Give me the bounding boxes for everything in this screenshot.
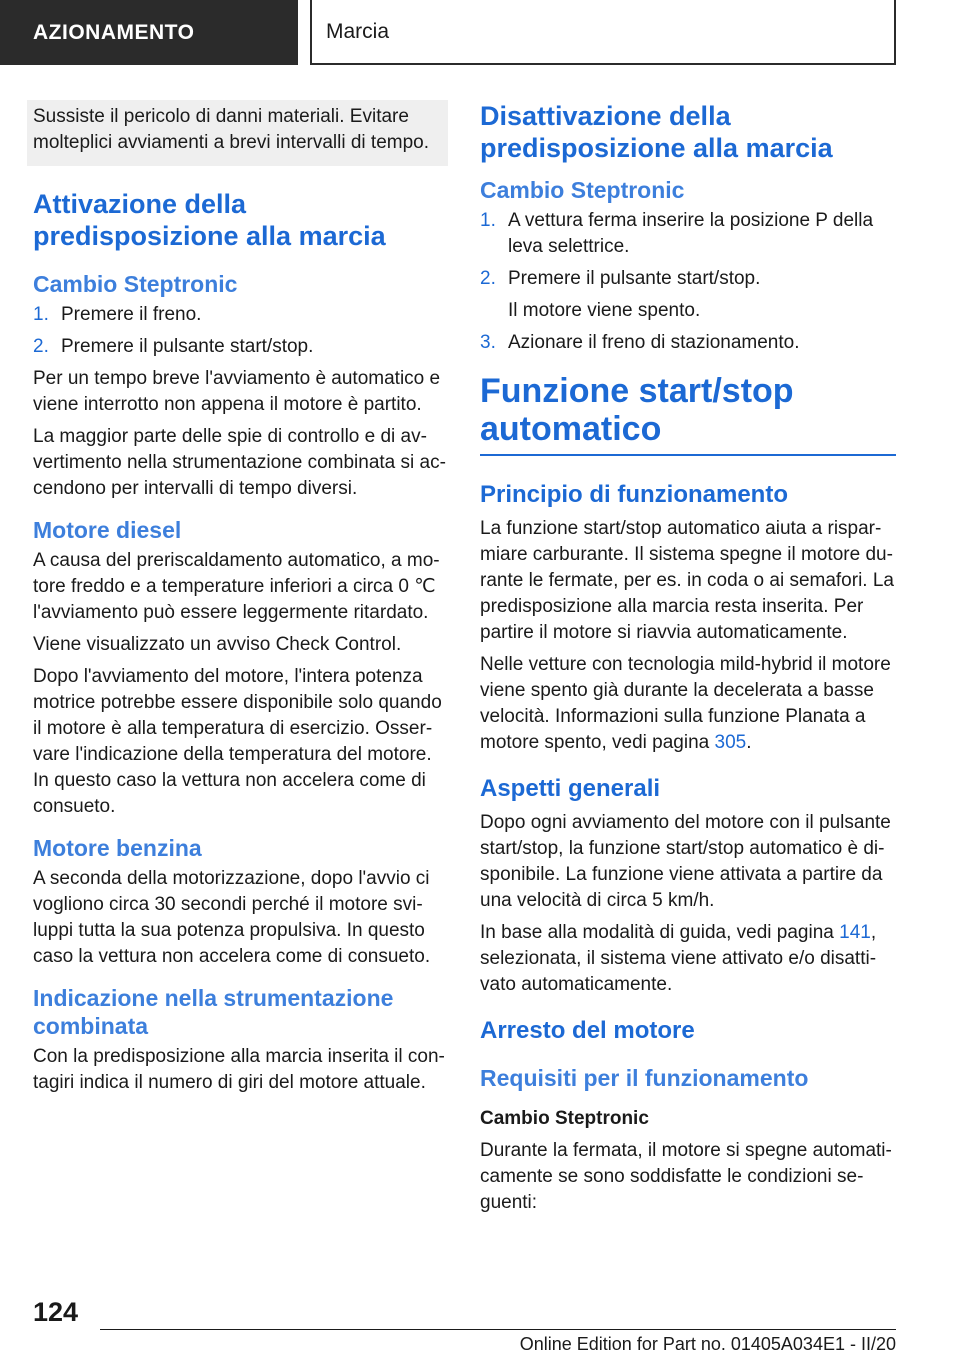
left-column: [33, 100, 448, 1102]
paragraph: La maggior parte delle spie di controllo e di avvertimento nella strumentazione combinata si accendono per intervalli di tempo diversi.: [33, 426, 446, 499]
paragraph-text: .: [746, 732, 752, 753]
heading-steptronic: Cambio Steptronic: [480, 177, 685, 203]
paragraph: A seconda della motorizzazione, dopo l'avvio ci vogliono circa 30 secondi perché il motore sviluppi tutta la sua potenza propulsiva. In questo caso la vettura non accelera come di consueto.: [33, 868, 431, 967]
heading-requisiti: Requisiti per il funzionamento: [480, 1065, 809, 1091]
paragraph: Dopo l'avviamento del motore, l'intera potenza motrice potrebbe essere disponibile solo quando il motore è alla temperatura di esercizio. Osservare l'indicazione della temperatura del motore. In questo caso la vettura non accelera come di consueto.: [33, 666, 442, 817]
warning-box: Sussiste il pericolo di danni materiali. Evitare molteplici avviamenti a brevi intervalli di tempo.: [27, 100, 448, 166]
heading-principio: Principio di funzionamento: [480, 481, 788, 508]
chapter-title: Marcia: [326, 19, 390, 43]
step-number: 1.: [480, 210, 496, 231]
section-title: AZIONAMENTO: [33, 20, 195, 44]
step-number: 3.: [480, 332, 496, 353]
paragraph: A causa del preriscaldamento automatico, a motore freddo e a temperature inferiori a circa 0 ℃ l'avviamento può essere leggermente ritardato.: [33, 550, 440, 623]
heading-aspetti: Aspetti generali: [480, 775, 661, 802]
footer-edition: Online Edition for Part no. 01405A034E1 - II/20: [519, 1334, 896, 1354]
paragraph-text: In base alla modalità di guida, vedi pagina: [480, 922, 840, 943]
step-text: Premere il freno.: [61, 304, 202, 325]
paragraph-text: , selezionata, il sistema viene attivato e/o disattivato automaticamente.: [480, 922, 877, 995]
paragraph: Con la predisposizione alla marcia inserita il contagiri indica il numero di giri del motore attuale.: [33, 1046, 445, 1093]
step-text: A vettura ferma inserire la posizione P della leva selettrice.: [508, 210, 874, 257]
list-item: [480, 266, 896, 324]
paragraph: La funzione start/stop automatico aiuta a risparmiare carburante. Il sistema spegne il motore durante le fermate, per es. in coda o ai semafori. La predisposizione alla marcia resta inserita. Per partire il motore si riavvia automaticamente.: [480, 518, 894, 643]
heading-activation: Attivazione della predisposizione alla marcia: [33, 189, 386, 251]
paragraph-text: Nelle vetture con tecnologia mild-hybrid il motore viene spento già durante la decelerata a basse velocità. Informazioni sulla funzione Planata a motore spento, vedi pagina: [480, 654, 891, 753]
paragraph: Durante la fermata, il motore si spegne automaticamente se sono soddisfatte le condizioni seguenti:: [480, 1140, 892, 1213]
section-tab: [0, 0, 298, 65]
activation-steps: [33, 302, 448, 360]
page-link-141[interactable]: 141: [839, 922, 871, 943]
subheading-steptronic: Cambio Steptronic: [480, 1108, 649, 1129]
heading-start-stop: Funzione start/stop automatico: [480, 372, 794, 448]
list-item: [480, 208, 896, 260]
list-item: [33, 334, 448, 360]
heading-indicazione: Indicazione nella strumentazione combinata: [33, 985, 394, 1039]
step-text: Premere il pulsante start/stop.: [508, 268, 761, 289]
step-number: 2.: [480, 268, 496, 289]
paragraph: [480, 920, 896, 998]
deactivation-steps: [480, 208, 896, 356]
paragraph: Dopo ogni avviamento del motore con il pulsante start/stop, la funzione start/stop automatico è disponibile. La funzione viene attivata a partire da una velocità di circa 5 km/h.: [480, 812, 891, 911]
page-link-305[interactable]: 305: [714, 732, 747, 753]
page-number: 124: [33, 1297, 79, 1327]
heading-deactivation: Disattivazione della predisposizione alla marcia: [480, 101, 833, 163]
list-item: [480, 330, 896, 356]
paragraph: [480, 652, 896, 756]
step-result: Il motore viene spento.: [508, 300, 701, 321]
step-text: Premere il pulsante start/stop.: [61, 336, 314, 357]
footer-divider: [100, 1329, 896, 1330]
step-number: 2.: [33, 336, 49, 357]
step-text: Azionare il freno di stazionamento.: [508, 332, 800, 353]
chapter-heading-wrap: [480, 372, 896, 456]
right-column: [480, 100, 896, 1222]
heading-diesel: Motore diesel: [33, 517, 182, 543]
list-item: [33, 302, 448, 328]
paragraph: Per un tempo breve l'avviamento è automatico e viene interrotto non appena il motore è partito.: [33, 368, 441, 415]
paragraph: Viene visualizzato un avviso Check Control.: [33, 634, 402, 655]
chapter-tab: [310, 0, 896, 65]
heading-benzina: Motore benzina: [33, 835, 202, 861]
step-number: 1.: [33, 304, 49, 325]
heading-steptronic: Cambio Steptronic: [33, 271, 238, 297]
heading-arresto: Arresto del motore: [480, 1017, 695, 1044]
